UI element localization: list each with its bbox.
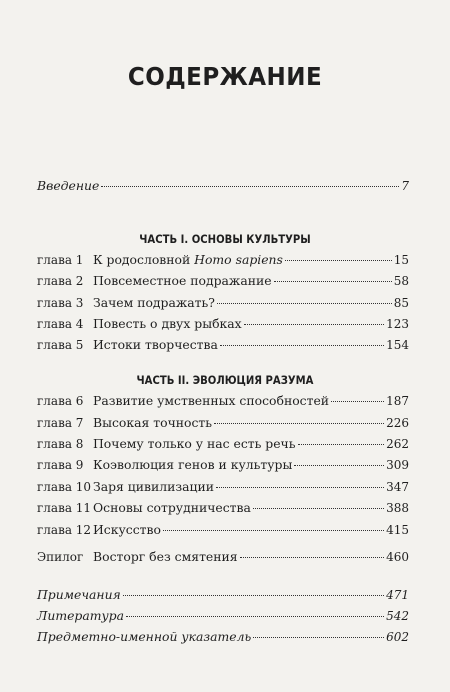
chapter-title: [93, 250, 283, 270]
dot-leader: [298, 444, 385, 445]
dot-leader: [123, 595, 384, 596]
toc-entry-chapter[interactable]: [37, 434, 409, 454]
dot-leader: [253, 637, 384, 638]
chapter-title: Высокая точность: [93, 415, 213, 430]
entry-page: 602: [386, 630, 409, 644]
chapter-page: 347: [386, 480, 409, 494]
dot-leader: [274, 281, 392, 282]
chapter-number: глава 9: [37, 458, 84, 472]
toc-entry-chapter[interactable]: [37, 413, 409, 433]
toc-entry-intro[interactable]: [37, 176, 409, 196]
toc-entry-chapter[interactable]: [37, 271, 409, 291]
chapter-title: Искусство: [93, 522, 161, 537]
toc-entry-chapter[interactable]: [37, 391, 409, 411]
chapter-title-plain: К родословной: [93, 252, 195, 267]
epilogue-title: Восторг без смятения: [93, 549, 238, 564]
chapter-number: глава 7: [37, 416, 84, 430]
entry-title: Примечания: [37, 587, 121, 602]
chapter-page: 226: [386, 416, 409, 430]
dot-leader: [294, 465, 384, 466]
dot-leader: [220, 345, 384, 346]
chapter-number: глава 8: [37, 437, 84, 451]
entry-title: Литература: [37, 608, 124, 623]
chapter-page: 187: [386, 394, 409, 408]
toc-entry-chapter[interactable]: [37, 335, 409, 355]
chapter-title: Повесть о двух рыбках: [93, 316, 242, 331]
entry-page: 542: [386, 609, 409, 623]
toc-entry-bibliography[interactable]: [37, 606, 409, 626]
dot-leader: [331, 401, 384, 402]
chapter-number: глава 2: [37, 274, 84, 288]
chapter-title-italic: Homo sapiens: [194, 252, 283, 267]
chapter-page: 15: [393, 253, 409, 267]
chapter-page: 85: [393, 296, 409, 310]
dot-leader: [101, 186, 399, 187]
toc-entry-index[interactable]: [37, 627, 409, 647]
chapter-page: 309: [386, 458, 409, 472]
dot-leader: [253, 508, 384, 509]
chapter-number: глава 3: [37, 296, 84, 310]
toc-entry-chapter[interactable]: [37, 293, 409, 313]
chapter-number: глава 11: [37, 501, 92, 515]
page-title: СОДЕРЖАНИЕ: [127, 62, 323, 91]
entry-title: Введение: [37, 178, 100, 193]
dot-leader: [217, 303, 392, 304]
chapter-number: глава 4: [37, 317, 84, 331]
toc-entry-chapter[interactable]: [37, 520, 409, 540]
dot-leader: [216, 487, 384, 488]
chapter-title: Коэволюция генов и культуры: [93, 457, 293, 472]
dot-leader: [214, 423, 384, 424]
chapter-title: Развитие умственных способностей: [93, 393, 330, 408]
entry-page: 7: [401, 179, 409, 193]
chapter-number: глава 10: [37, 480, 92, 494]
chapter-number: глава 6: [37, 394, 84, 408]
chapter-title: Истоки творчества: [93, 337, 218, 352]
chapter-page: 123: [386, 317, 409, 331]
dot-leader: [244, 324, 384, 325]
toc-entry-chapter[interactable]: [37, 455, 409, 475]
epilogue-label: Эпилог: [37, 550, 84, 564]
chapter-title: Основы сотрудничества: [93, 500, 251, 515]
chapter-number: глава 5: [37, 338, 84, 352]
part-heading: ЧАСТЬ II. ЭВОЛЮЦИЯ РАЗУМА: [136, 374, 314, 387]
chapter-title: Зачем подражать?: [93, 295, 215, 310]
chapter-title: Почему только у нас есть речь: [93, 436, 296, 451]
dot-leader: [126, 616, 384, 617]
entry-title: Предметно-именной указатель: [37, 629, 252, 644]
epilogue-page: 460: [386, 550, 409, 564]
chapter-number: глава 1: [37, 253, 84, 267]
dot-leader: [285, 260, 392, 261]
dot-leader: [240, 557, 385, 558]
chapter-title: Заря цивилизации: [93, 479, 215, 494]
chapter-page: 388: [386, 501, 409, 515]
chapter-title: Повсеместное подражание: [93, 273, 272, 288]
toc-entry-notes[interactable]: [37, 585, 409, 605]
chapter-page: 415: [386, 523, 409, 537]
chapter-page: 58: [393, 274, 409, 288]
chapter-page: 262: [386, 437, 409, 451]
chapter-page: 154: [386, 338, 409, 352]
entry-page: 471: [386, 588, 409, 602]
part-heading: ЧАСТЬ I. ОСНОВЫ КУЛЬТУРЫ: [139, 233, 311, 246]
toc-entry-epilogue[interactable]: [37, 547, 409, 567]
toc-entry-chapter[interactable]: [37, 250, 409, 270]
toc-entry-chapter[interactable]: [37, 477, 409, 497]
chapter-number: глава 12: [37, 523, 92, 537]
toc-entry-chapter[interactable]: [37, 498, 409, 518]
toc-entry-chapter[interactable]: [37, 314, 409, 334]
dot-leader: [163, 530, 384, 531]
